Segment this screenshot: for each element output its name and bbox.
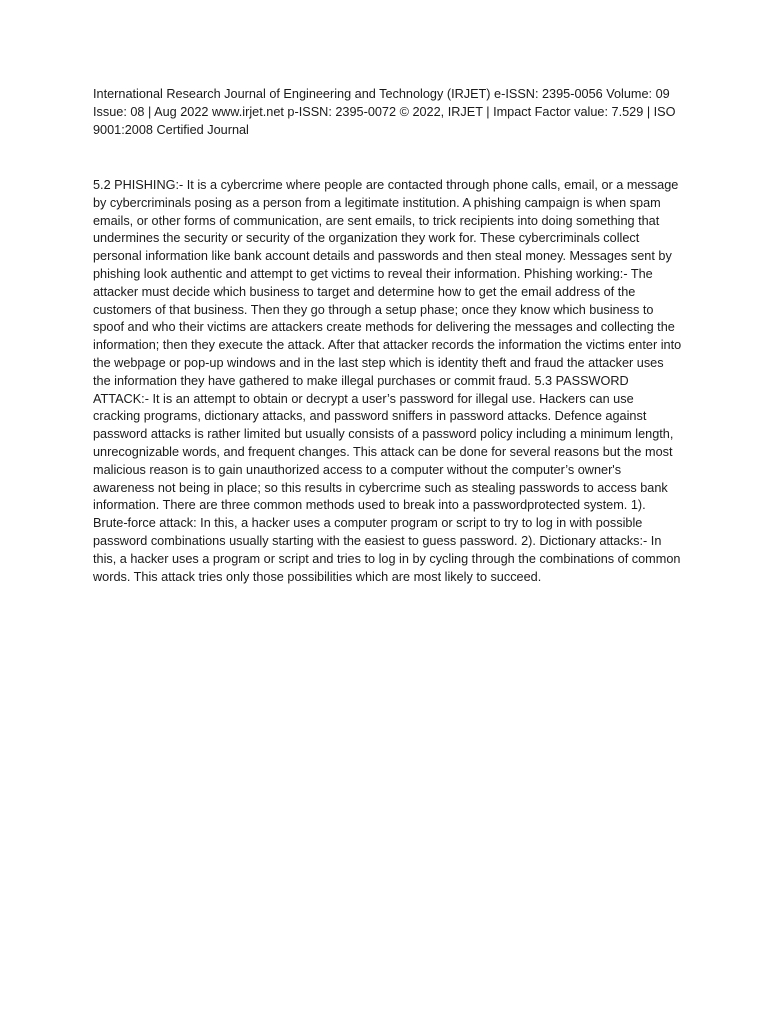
journal-header: International Research Journal of Engineering and Technology (IRJET) e-ISSN: 2395-0056 Volume: 09 Issue: 08 | Aug 2022 www.irjet.net p-ISSN: 2395-0072 © 2022, IRJET | Impact Factor value: 7.529 | ISO 9001:2008 Certified Journal xyxy=(93,87,676,137)
body-paragraph: 5.2 PHISHING:- It is a cybercrime where people are contacted through phone calls, email, or a message by cybercriminals posing as a person from a legitimate institution. A phishing campaign is when spam emails, or other forms of communication, are sent emails, to trick recipients into doing something that undermines the security or security of the organization they work for. These cybercriminals collect personal information like bank account details and passwords and then steal money. Messages sent by phishing look authentic and attempt to get victims to reveal their information. Phishing working:- The attacker must decide which business to target and determine how to get the email address of the customers of that business. Then they go through a setup phase; once they know which business to spoof and who their victims are attackers create methods for delivering the messages and collecting the information; then they execute the attack. After that attacker records the information the victims enter into the webpage or pop-up windows and in the last step which is identity theft and fraud the attacker uses the information they have gathered to make illegal purchases or commit fraud. 5.3 PASSWORD ATTACK:- It is an attempt to obtain or decrypt a user’s password for illegal use. Hackers can use cracking programs, dictionary attacks, and password sniffers in password attacks. Defence against password attacks is rather limited but usually consists of a password policy including a minimum length, unrecognizable words, and frequent changes. This attack can be done for several reasons but the most malicious reason is to gain unauthorized access to a computer without the computer’s owner's awareness not being in place; so this results in cybercrime such as stealing passwords to access bank information. There are three common methods used to break into a passwordprotected system. 1). Brute-force attack: In this, a hacker uses a computer program or script to try to log in with possible password combinations usually starting with the easiest to guess password. 2). Dictionary attacks:- In this, a hacker uses a program or script and tries to log in by cycling through the combinations of common words. This attack tries only those possibilities which are most likely to succeed. xyxy=(93,178,682,584)
